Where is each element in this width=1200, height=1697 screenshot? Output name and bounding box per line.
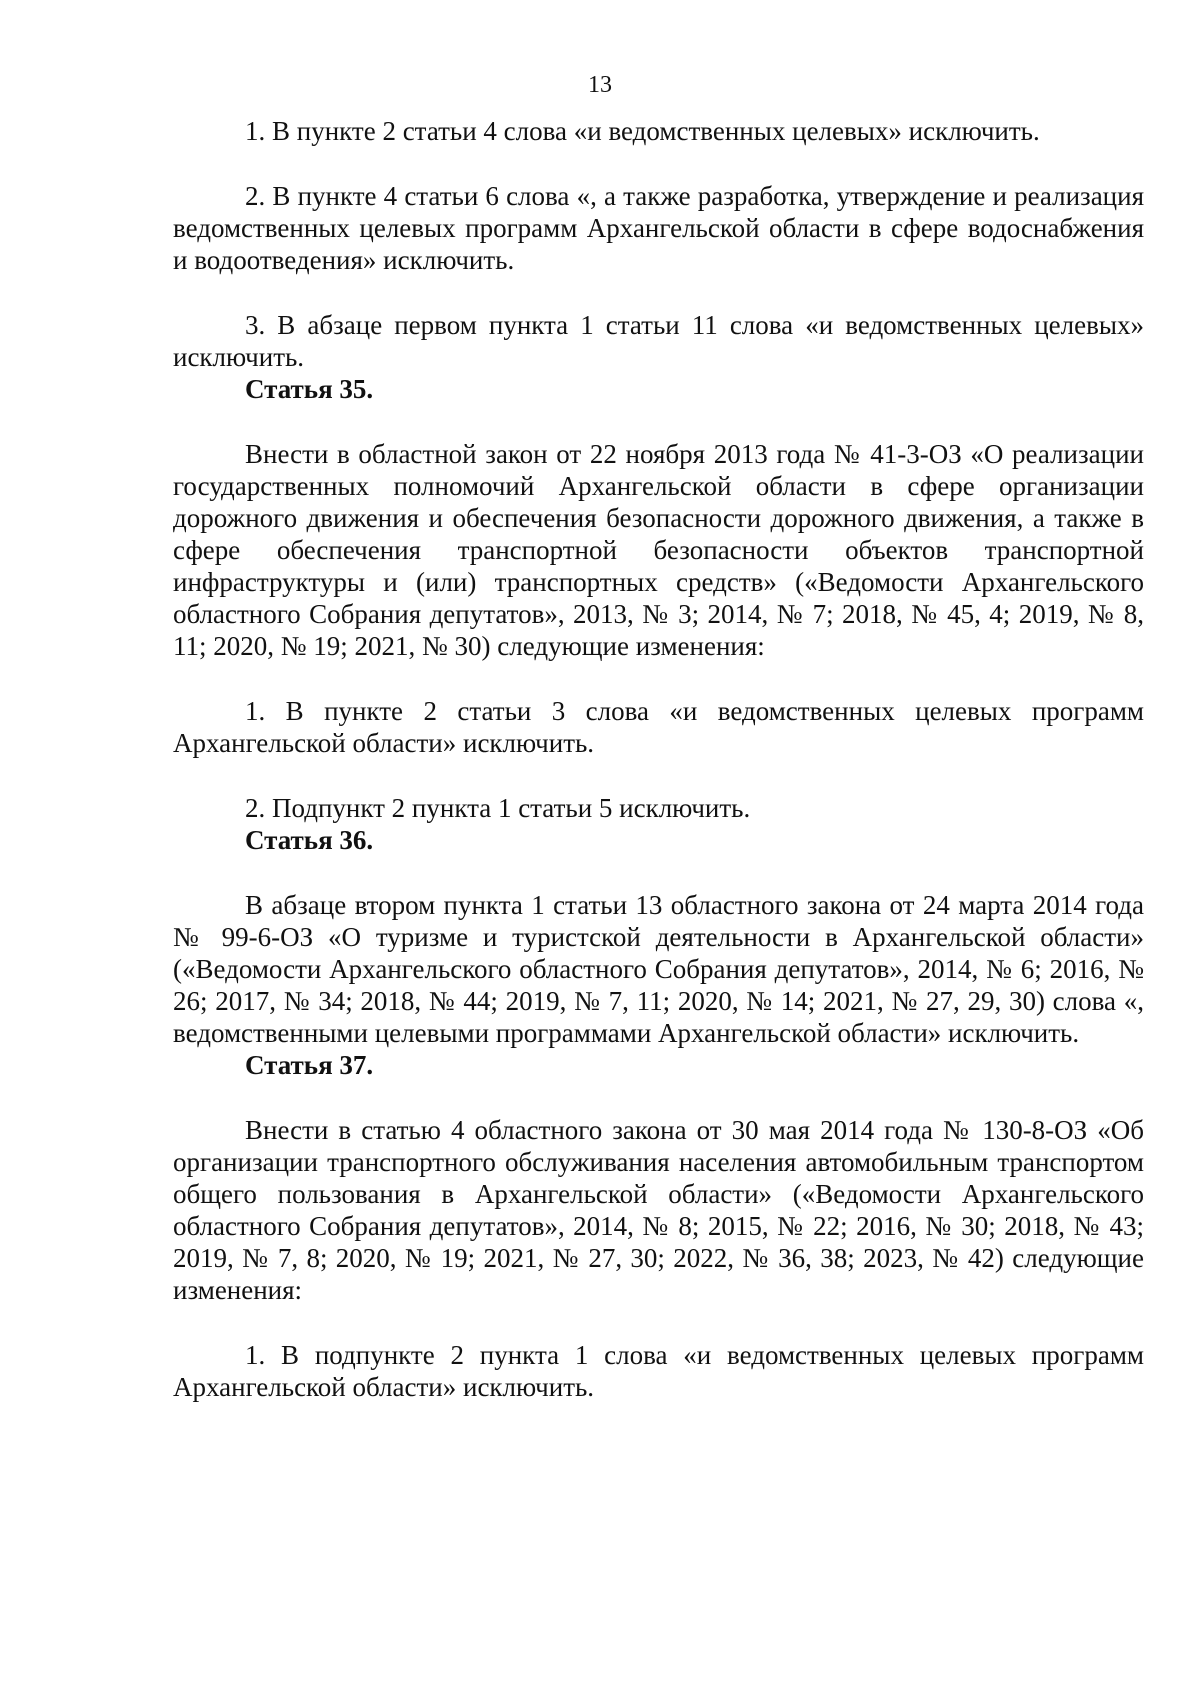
document-body: [173, 115, 1144, 1403]
paragraph-article37-item1: 1. В подпункте 2 пункта 1 слова «и ведомственных целевых программ Архангельской области» исключить.: [173, 1340, 1144, 1402]
paragraph-article37-intro: Внести в статью 4 областного закона от 30 мая 2014 года № 130-8-ОЗ «Об организации транспортного обслуживания населения автомобильным транспортом общего пользования в Архангельской области» («Ведомости Архангельского областного Собрания депутатов», 2014, № 8; 2015, № 22; 2016, № 30; 2018, № 43; 2019, № 7, 8; 2020, № 19; 2021, № 27, 30; 2022, № 36, 38; 2023, № 42) следующие изменения:: [173, 1115, 1144, 1305]
paragraph-article35-item1: 1. В пункте 2 статьи 3 слова «и ведомственных целевых программ Архангельской области» исключить.: [173, 696, 1144, 758]
paragraph-article35-item2: 2. Подпункт 2 пункта 1 статьи 5 исключить.: [245, 793, 751, 823]
article-35-heading: Статья 35.: [245, 374, 374, 404]
article-36-heading: Статья 36.: [245, 825, 374, 855]
paragraph-article34-item3: 3. В абзаце первом пункта 1 статьи 11 слова «и ведомственных целевых» исключить.: [173, 310, 1144, 372]
paragraph-article34-item2: 2. В пункте 4 статьи 6 слова «, а также разработка, утверждение и реализация ведомственных целевых программ Архангельской области в сфере водоснабжения и водоотведения» исключить.: [173, 181, 1144, 275]
paragraph-article35-intro: Внести в областной закон от 22 ноября 2013 года № 41-3-ОЗ «О реализации государственных полномочий Архангельской области в сфере организации дорожного движения и обеспечения безопасности дорожного движения, а также в сфере обеспечения транспортной безопасности объектов транспортной инфраструктуры и (или) транспортных средств» («Ведомости Архангельского областного Собрания депутатов», 2013, № 3; 2014, № 7; 2018, № 45, 4; 2019, № 8, 11; 2020, № 19; 2021, № 30) следующие изменения:: [173, 439, 1144, 661]
paragraph-article36-body: В абзаце втором пункта 1 статьи 13 областного закона от 24 марта 2014 года № 99-6-ОЗ «О туризме и туристской деятельности в Архангельской области» («Ведомости Архангельского областного Собрания депутатов», 2014, № 6; 2016, № 26; 2017, № 34; 2018, № 44; 2019, № 7, 11; 2020, № 14; 2021, № 27, 29, 30) слова «, ведомственными целевыми программами Архангельской области» исключить.: [173, 890, 1144, 1048]
article-37-heading: Статья 37.: [245, 1050, 374, 1080]
paragraph-article34-item1: 1. В пункте 2 статьи 4 слова «и ведомственных целевых» исключить.: [245, 116, 1040, 146]
page-number: 13: [588, 72, 612, 98]
